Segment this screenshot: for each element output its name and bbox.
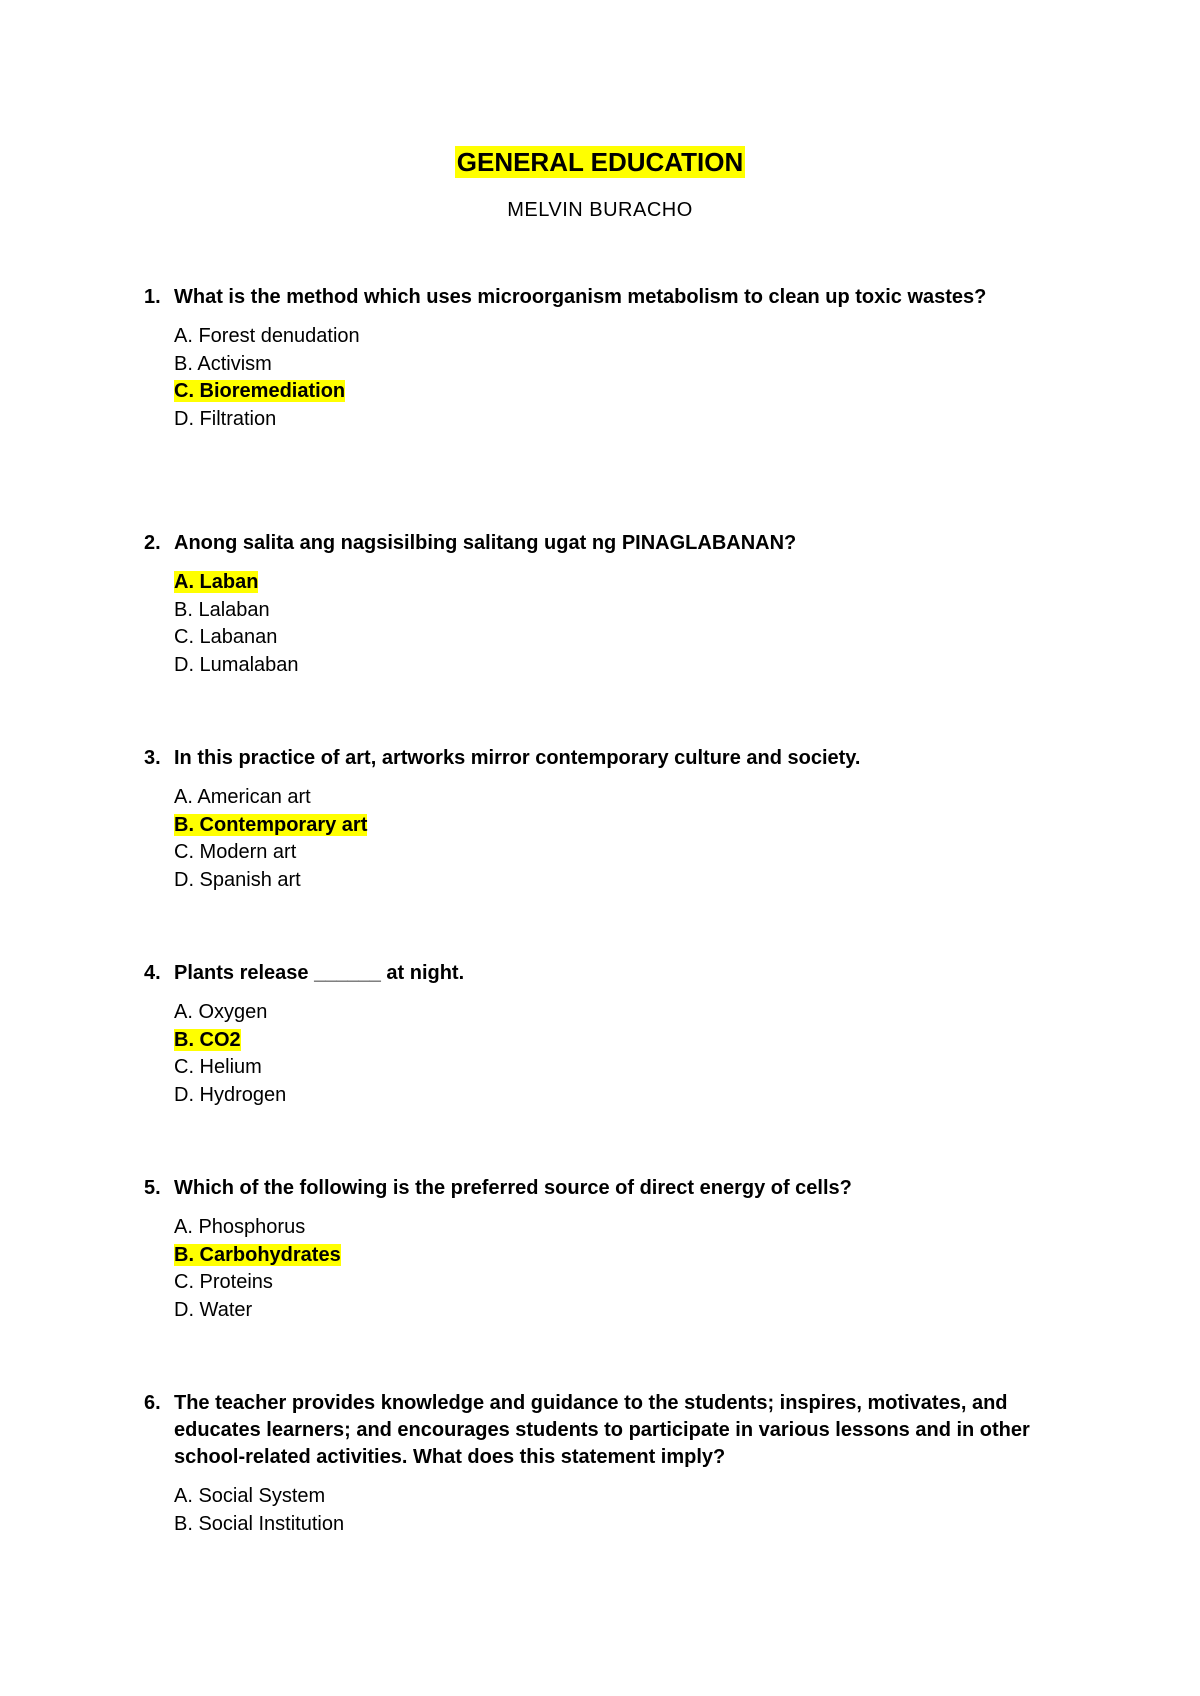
option-a: A. Phosphorus [174, 1216, 306, 1238]
option-b: B. Activism [174, 352, 272, 375]
question-1 [144, 284, 1064, 433]
option-list [174, 323, 1064, 433]
question-body: Which of the following is the preferred source of direct energy of cells? [174, 1177, 852, 1199]
option-list [174, 784, 1064, 894]
option-a: A. Oxygen [174, 1001, 268, 1023]
option-a-correct: A. Laban [174, 571, 259, 593]
question-number: 4. [144, 962, 161, 984]
question-number: 1. [144, 286, 161, 308]
question-body: The teacher provides knowledge and guidance to the students; inspires, motivates, and educates learners; and encourages students to participate in various lessons and in other school-related activities. What does this statement imply? [174, 1392, 1030, 1468]
option-d: D. Spanish art [174, 868, 301, 891]
option-d: D. Hydrogen [174, 1083, 287, 1106]
option-b: B. Social Institution [174, 1512, 345, 1535]
option-b: B. Lalaban [174, 598, 270, 621]
question-body: In this practice of art, artworks mirror contemporary culture and society. [174, 747, 861, 769]
option-b-correct: B. Contemporary art [174, 813, 368, 836]
option-c: C. Modern art [174, 841, 297, 863]
option-d: D. Water [174, 1298, 253, 1321]
option-d: D. Filtration [174, 407, 277, 430]
question-text [144, 284, 1064, 311]
option-b-correct: B. CO2 [174, 1028, 241, 1051]
question-number: 5. [144, 1177, 161, 1199]
option-list [174, 1214, 1064, 1324]
page-title: GENERAL EDUCATION [456, 147, 744, 177]
option-a: A. Forest denudation [174, 325, 360, 347]
question-number: 2. [144, 532, 161, 554]
option-a: A. Social System [174, 1485, 326, 1507]
question-3 [144, 745, 1064, 894]
question-text [144, 960, 1064, 987]
question-5 [144, 1175, 1064, 1324]
option-b-correct: B. Carbohydrates [174, 1243, 341, 1266]
question-body: Anong salita ang nagsisilbing salitang ugat ng PINAGLABANAN? [174, 532, 797, 554]
question-text [144, 1175, 1064, 1202]
option-a: A. American art [174, 786, 311, 808]
question-text [144, 745, 1064, 772]
option-c: C. Helium [174, 1056, 262, 1078]
question-body: What is the method which uses microorganism metabolism to clean up toxic wastes? [174, 286, 987, 308]
author-name: MELVIN BURACHO [507, 199, 693, 221]
question-6 [144, 1390, 1064, 1538]
option-c-correct: C. Bioremediation [174, 380, 346, 402]
option-list [174, 999, 1064, 1109]
question-2 [144, 530, 1064, 679]
question-text [144, 1390, 1064, 1471]
option-c: C. Proteins [174, 1271, 273, 1293]
title-container [0, 146, 1200, 178]
option-list [174, 569, 1064, 679]
question-text [144, 530, 1064, 557]
question-number: 6. [144, 1392, 161, 1414]
question-number: 3. [144, 747, 161, 769]
option-d: D. Lumalaban [174, 653, 299, 676]
option-c: C. Labanan [174, 626, 278, 648]
question-4 [144, 960, 1064, 1109]
option-list [174, 1483, 1064, 1538]
question-body: Plants release ______ at night. [174, 962, 465, 984]
